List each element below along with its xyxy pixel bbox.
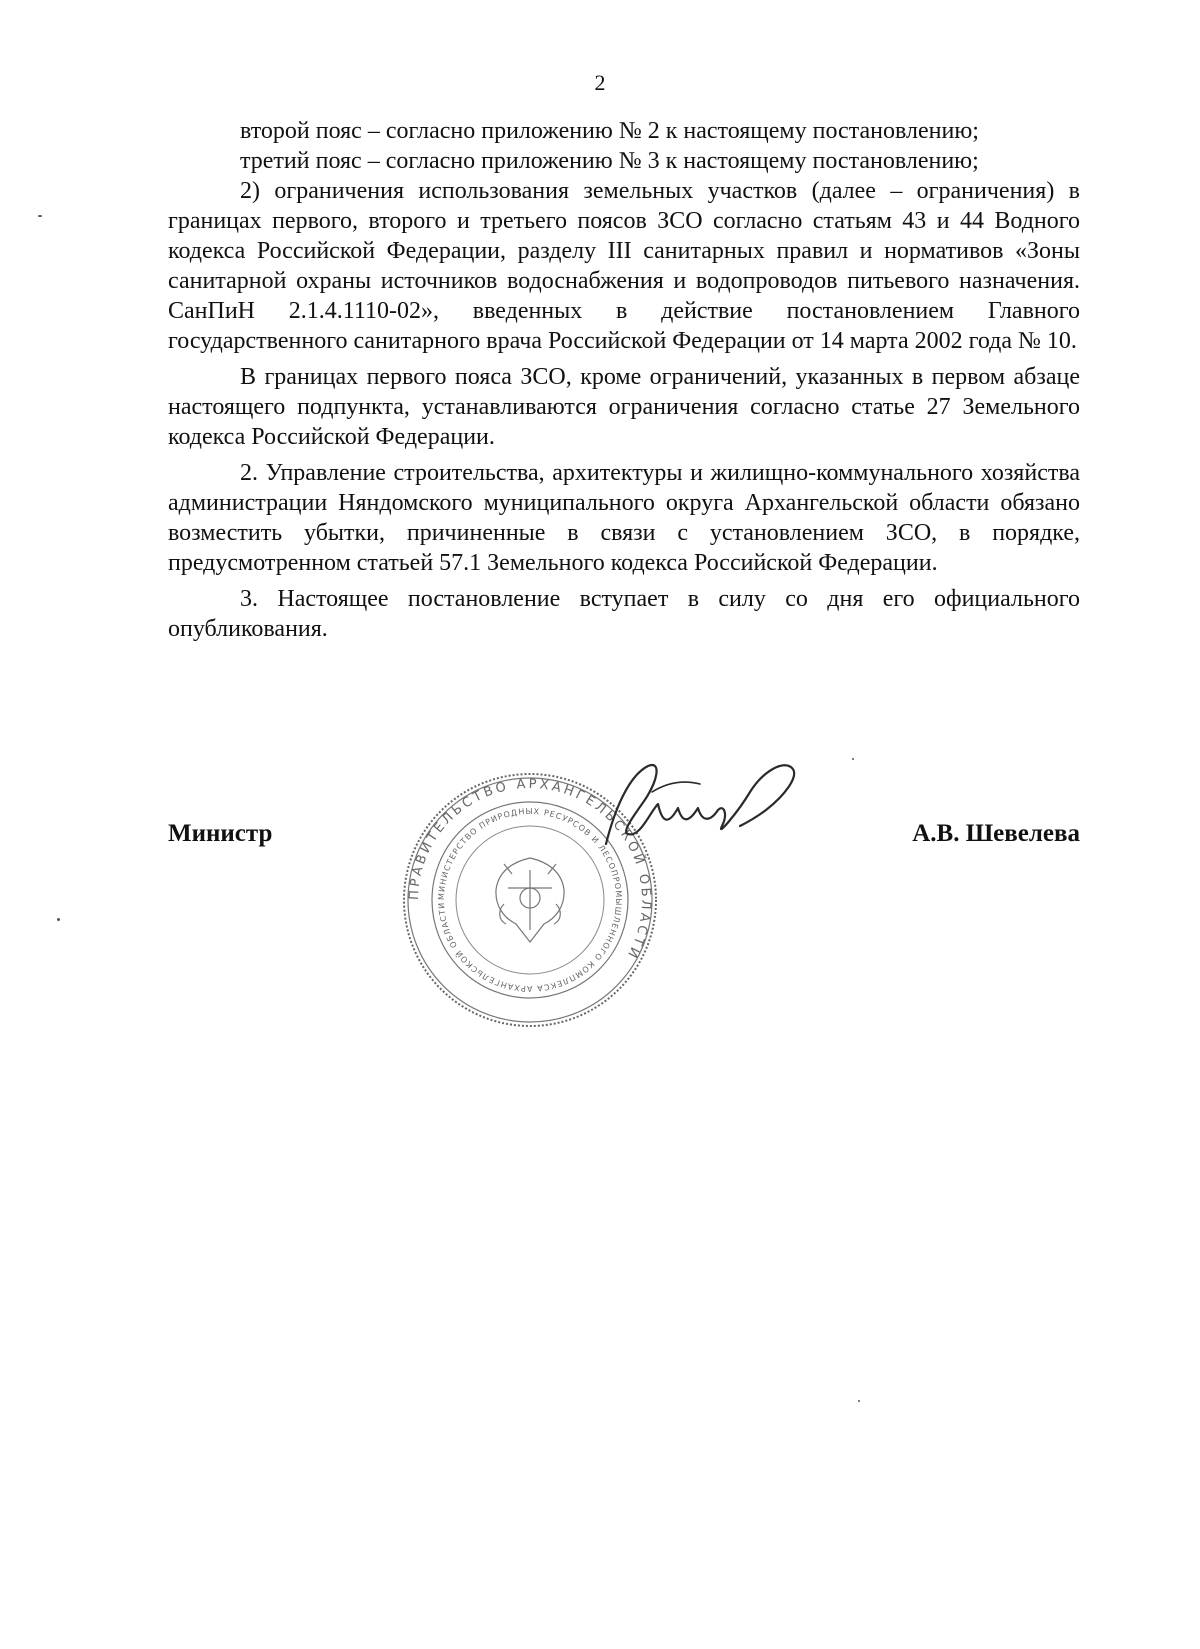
signature-block <box>168 760 1080 1040</box>
document-body <box>168 116 1080 644</box>
seal-inner-text: МИНИСТЕРСТВО ПРИРОДНЫХ РЕСУРСОВ И ЛЕСОПРОМЫШЛЕННОГО КОМПЛЕКСА АРХАНГЕЛЬСКОЙ ОБЛАСТИ <box>436 806 624 994</box>
coat-of-arms-icon <box>496 858 564 942</box>
paragraph-third-zone: третий пояс – согласно приложению № 3 к настоящему постановлению; <box>240 148 979 174</box>
scan-speck <box>858 1400 860 1402</box>
paragraph-effective-date: 3. Настоящее постановление вступает в силу со дня его официального опубликования. <box>168 586 1080 642</box>
signatory-name: А.В. Шевелева <box>912 820 1080 847</box>
paragraph-land-restrictions: 2) ограничения использования земельных участков (далее – ограничения) в границах первого, второго и третьего поясов ЗСО согласно статьям 43 и 44 Водного кодекса Российской Федерации, разделу III санитарных правил и нормативов «Зоны санитарной охраны источников водоснабжения и водопроводов питьевого назначения. СанПиН 2.1.4.1110-02», введенных в действие постановлением Главного государственного санитарного врача Российской Федерации от 14 марта 2002 года № 10. <box>168 178 1080 354</box>
scan-speck <box>57 918 60 921</box>
scan-speck <box>852 758 854 760</box>
signatory-position: Министр <box>168 820 273 847</box>
paragraph-second-zone: второй пояс – согласно приложению № 2 к настоящему постановлению; <box>240 118 979 144</box>
handwritten-signature <box>588 752 818 862</box>
paragraph-first-zone-restrictions: В границах первого пояса ЗСО, кроме ограничений, указанных в первом абзаце настоящего подпункта, устанавливаются ограничения согласно статье 27 Земельного кодекса Российской Федерации. <box>168 364 1080 450</box>
scan-speck <box>38 215 42 217</box>
page-number: 2 <box>594 70 606 95</box>
paragraph-compensation: 2. Управление строительства, архитектуры и жилищно-коммунального хозяйства администрации Няндомского муниципального округа Архангельской области обязано возместить убытки, причиненные в связи с установлением ЗСО, в порядке, предусмотренном статьей 57.1 Земельного кодекса Российской Федерации. <box>168 460 1080 576</box>
seal-outer-text: ПРАВИТЕЛЬСТВО АРХАНГЕЛЬСКОЙ ОБЛАСТИ <box>406 776 654 963</box>
